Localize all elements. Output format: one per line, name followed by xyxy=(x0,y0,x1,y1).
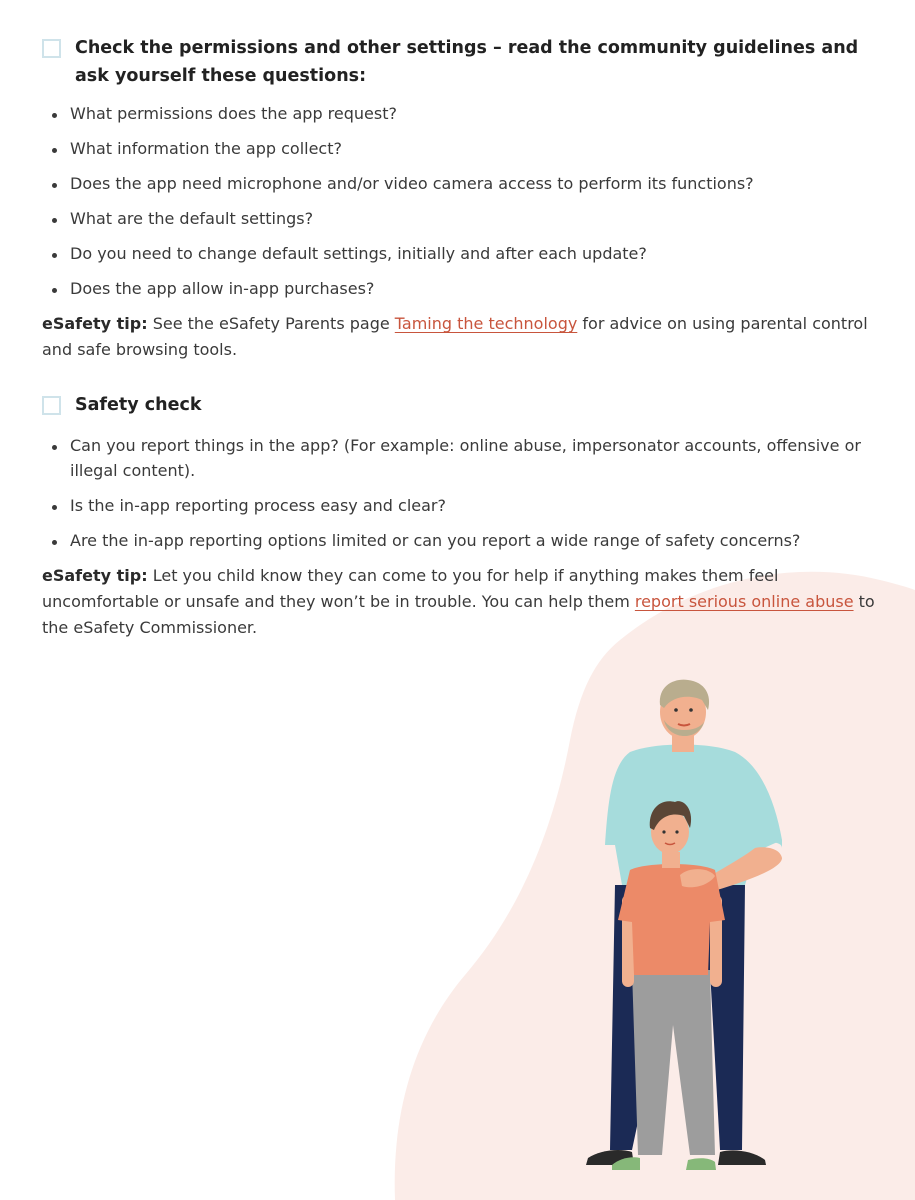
list-item: Does the app allow in-app purchases? xyxy=(52,276,754,301)
list-item: Can you report things in the app? (For example: online abuse, impersonator accounts, offensive or illegal content). xyxy=(52,433,882,483)
report-serious-online-abuse-link[interactable]: report serious online abuse xyxy=(634,592,854,611)
child-neck xyxy=(662,852,680,868)
tip-text-before: See the eSafety Parents page xyxy=(147,314,395,333)
list-item: What permissions does the app request? xyxy=(52,101,754,126)
section-permissions-title: Check the permissions and other settings – read the community guidelines and ask yourself these questions: xyxy=(75,38,859,86)
list-item: Does the app need microphone and/or video camera access to perform its functions? xyxy=(52,171,754,196)
adult-shoe-right xyxy=(718,1150,766,1165)
list-item: Do you need to change default settings, initially and after each update? xyxy=(52,241,754,266)
child-eye-right xyxy=(675,830,678,833)
safety-question-list xyxy=(52,433,882,553)
tip-label: eSafety tip: xyxy=(42,314,148,333)
parent-child-illustration xyxy=(560,670,820,1190)
safety-esafety-tip xyxy=(42,563,882,641)
tip-text-after: to the eSafety Commissioner. xyxy=(42,592,875,637)
section-safety-title: Safety check xyxy=(75,395,202,415)
child-trousers xyxy=(632,970,715,1155)
taming-the-technology-link[interactable]: Taming the technology xyxy=(394,314,578,333)
list-item: What are the default settings? xyxy=(52,206,754,231)
list-item: Is the in-app reporting process easy and clear? xyxy=(52,493,882,518)
list-item: What information the app collect? xyxy=(52,136,754,161)
adult-eye-right xyxy=(689,708,693,712)
permissions-question-list xyxy=(52,101,754,301)
tip-label: eSafety tip: xyxy=(42,566,148,585)
safety-check-checkbox[interactable] xyxy=(42,396,61,415)
tip-text-before: Let you child know they can come to you for help if anything makes them feel uncomfortable or unsafe and they won’t be in trouble. You can help them xyxy=(42,566,779,611)
child-shoe-right xyxy=(686,1158,716,1170)
permissions-checkbox[interactable] xyxy=(42,39,61,58)
section-safety-header xyxy=(42,395,201,419)
tip-text-after: for advice on using parental control and safe browsing tools. xyxy=(42,314,868,359)
child-eye-left xyxy=(662,830,665,833)
permissions-esafety-tip xyxy=(42,311,882,363)
section-permissions-header xyxy=(42,38,875,90)
adult-eye-left xyxy=(674,708,678,712)
list-item: Are the in-app reporting options limited or can you report a wide range of safety concerns? xyxy=(52,528,882,553)
